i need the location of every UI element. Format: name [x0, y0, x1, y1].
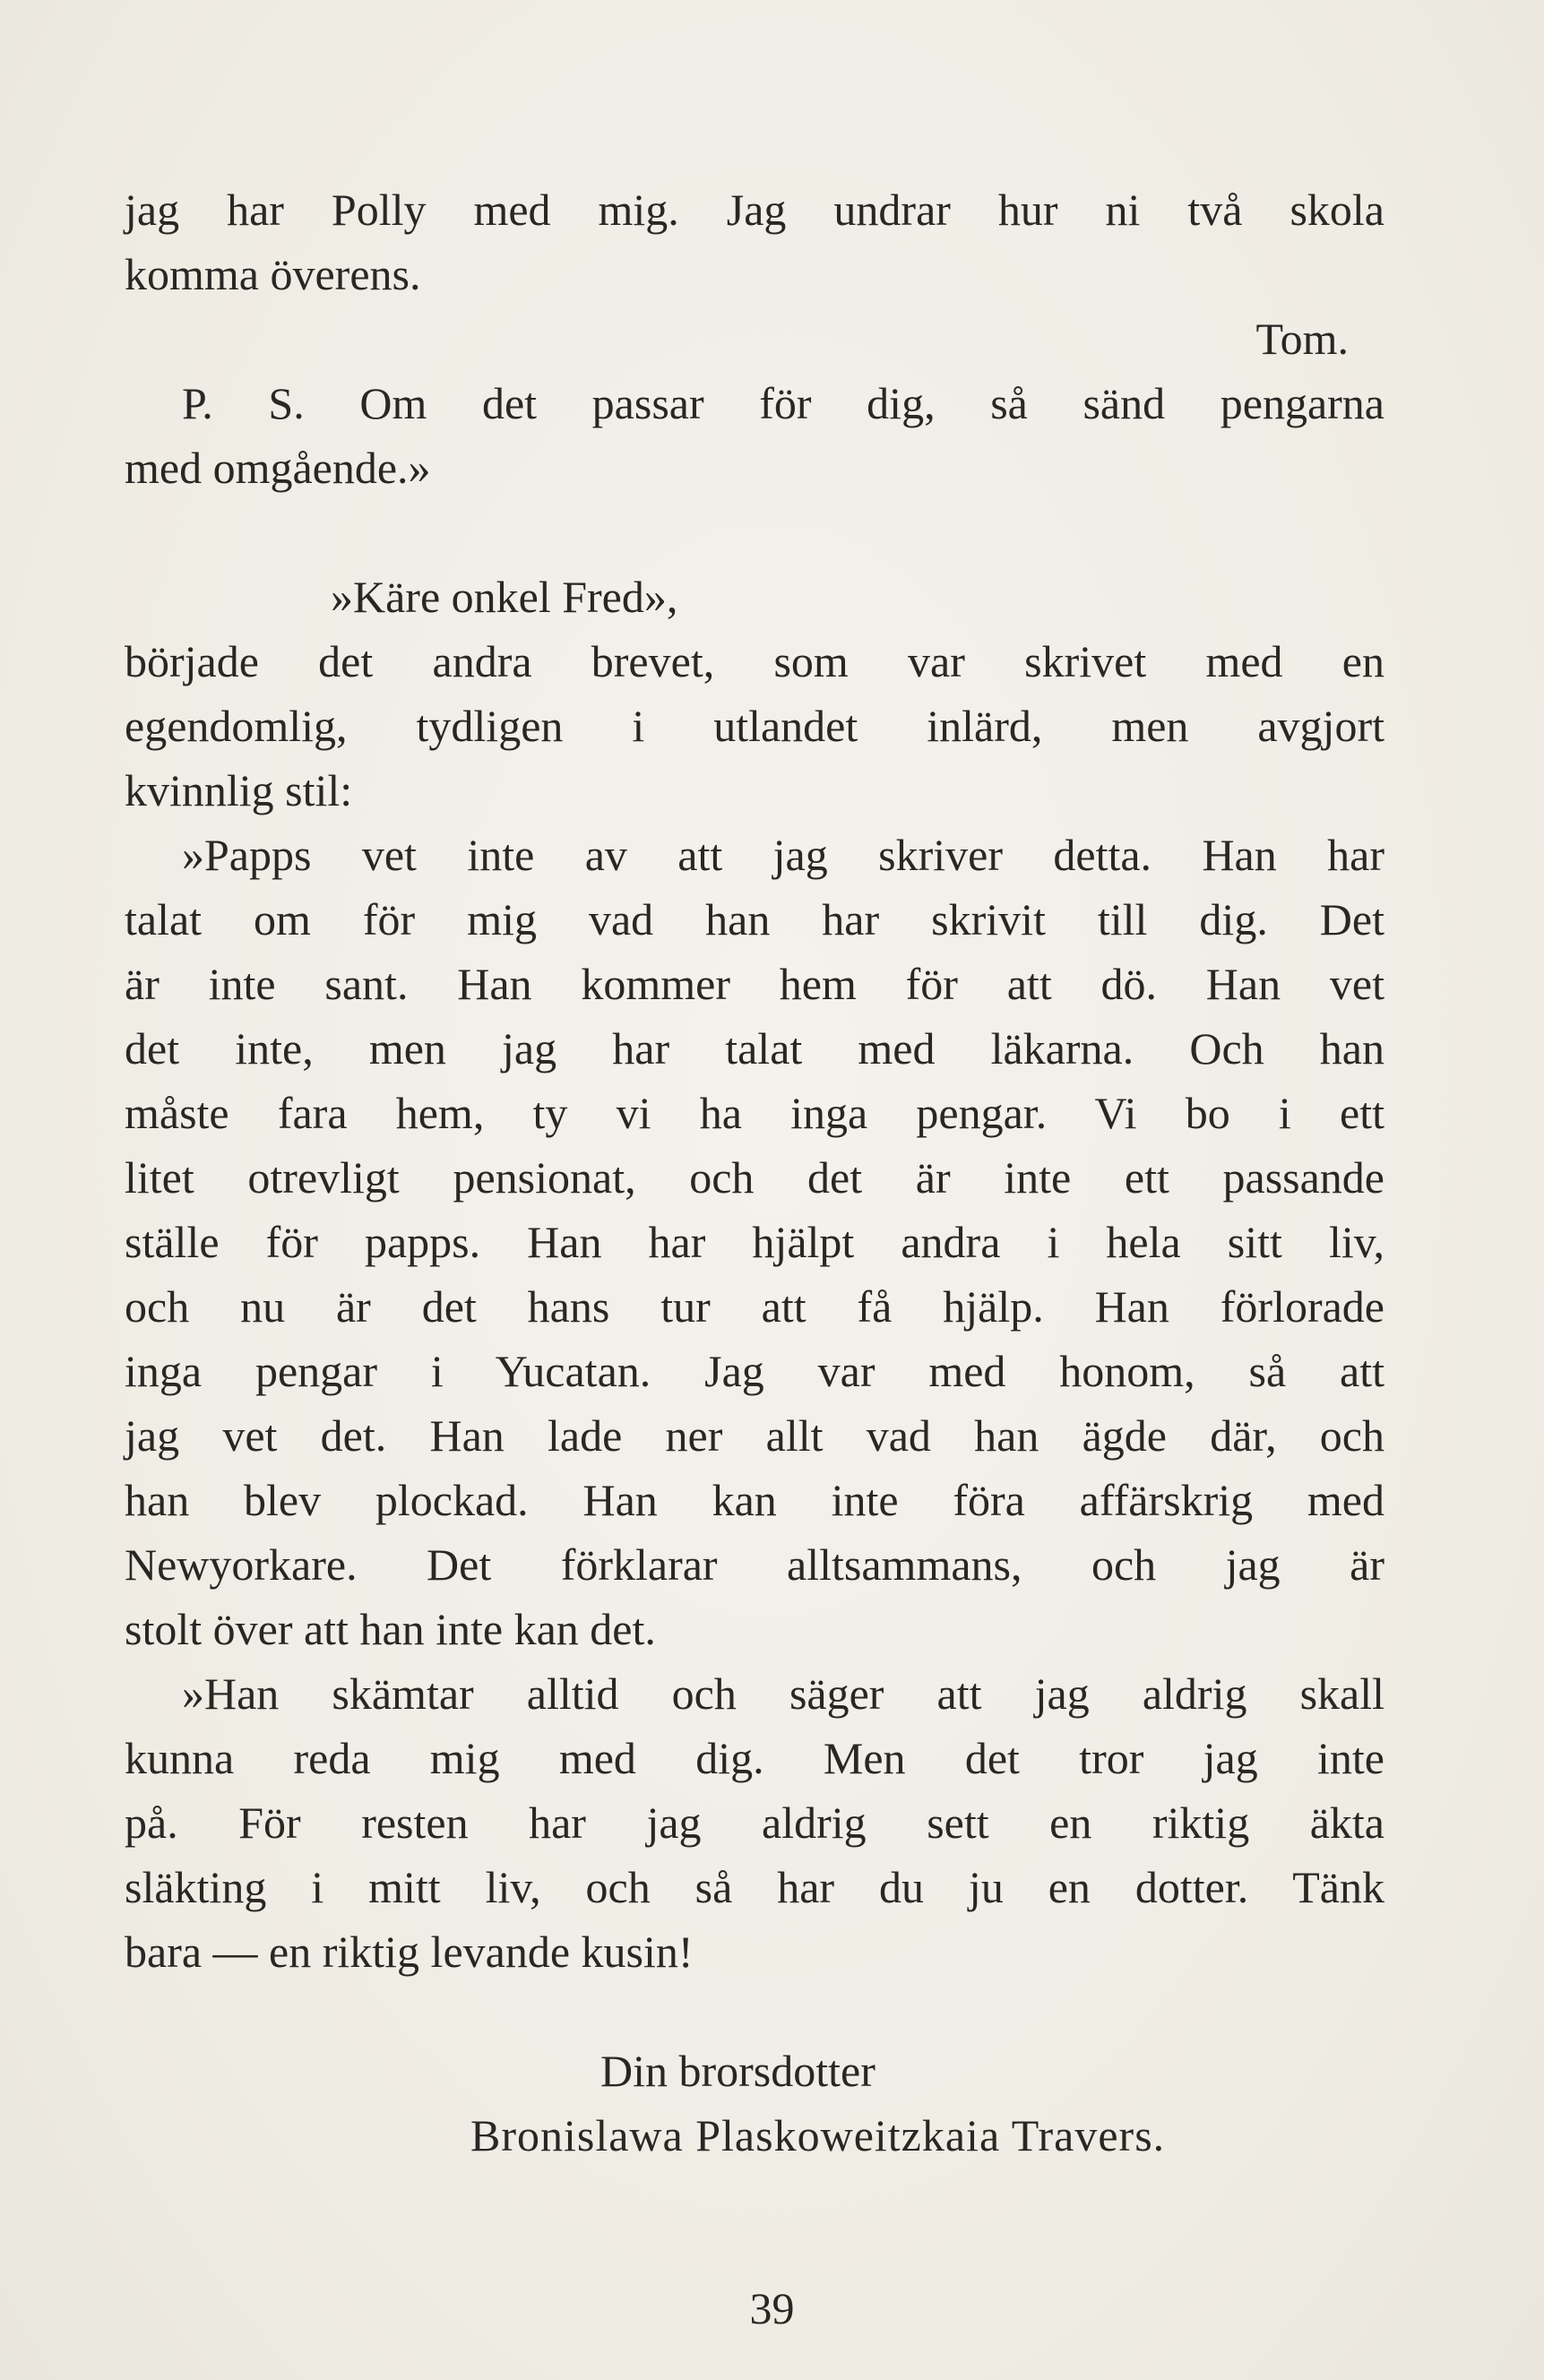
- text-line: stolt över att han inte kan det.: [125, 1604, 656, 1654]
- text-line: med omgående.»: [125, 443, 431, 493]
- text-line: släkting i mitt liv, och så har du ju en dotter. Tänk: [125, 1862, 1384, 1912]
- text-line: jag vet det. Han lade ner allt vad han ägde där, och: [125, 1410, 1384, 1461]
- text-line: Newyorkare. Det förklarar alltsammans, och jag är: [125, 1539, 1384, 1590]
- signature-closing: Din brorsdotter: [600, 2046, 876, 2096]
- page-number: 39: [749, 2283, 795, 2333]
- page-body-text: [125, 177, 1384, 1984]
- text-line: på. För resten har jag aldrig sett en riktig äkta: [125, 1798, 1384, 1848]
- text-line: »Han skämtar alltid och säger att jag aldrig skall: [182, 1669, 1384, 1719]
- text-line: började det andra brevet, som var skrivet med en: [125, 636, 1384, 686]
- text-line: är inte sant. Han kommer hem för att dö. Han vet: [125, 959, 1384, 1009]
- text-line: kunna reda mig med dig. Men det tror jag inte: [125, 1733, 1384, 1783]
- text-line: jag har Polly med mig. Jag undrar hur ni två skola: [125, 185, 1384, 235]
- text-line: litet otrevligt pensionat, och det är inte ett passande: [125, 1152, 1384, 1203]
- text-line: det inte, men jag har talat med läkarna. Och han: [125, 1023, 1384, 1074]
- text-line: måste fara hem, ty vi ha inga pengar. Vi bo i ett: [125, 1088, 1384, 1138]
- text-line: bara — en riktig levande kusin!: [125, 1927, 694, 1977]
- paragraph-gap: [125, 500, 1384, 565]
- text-line: och nu är det hans tur att få hjälp. Han förlorade: [125, 1281, 1384, 1332]
- text-line: komma överens.: [125, 249, 421, 299]
- text-line: »Papps vet inte av att jag skriver detta. Han har: [182, 830, 1384, 880]
- letter-greeting: »Käre onkel Fred»,: [331, 572, 678, 622]
- letter-sign-off: Tom.: [1255, 314, 1349, 364]
- text-line: egendomlig, tydligen i utlandet inlärd, men avgjort: [125, 701, 1384, 751]
- text-line: kvinnlig stil:: [125, 765, 353, 815]
- text-line: talat om för mig vad han har skrivit till dig. Det: [125, 894, 1384, 944]
- text-line: P. S. Om det passar för dig, så sänd pengarna: [182, 378, 1384, 428]
- text-line: ställe för papps. Han har hjälpt andra i hela sitt liv,: [125, 1217, 1384, 1267]
- signature-name: Bronislawa Plaskoweitzkaia Travers.: [470, 2110, 1166, 2160]
- text-line: han blev plockad. Han kan inte föra affärskrig med: [125, 1475, 1384, 1525]
- text-line: inga pengar i Yucatan. Jag var med honom, så att: [125, 1346, 1384, 1396]
